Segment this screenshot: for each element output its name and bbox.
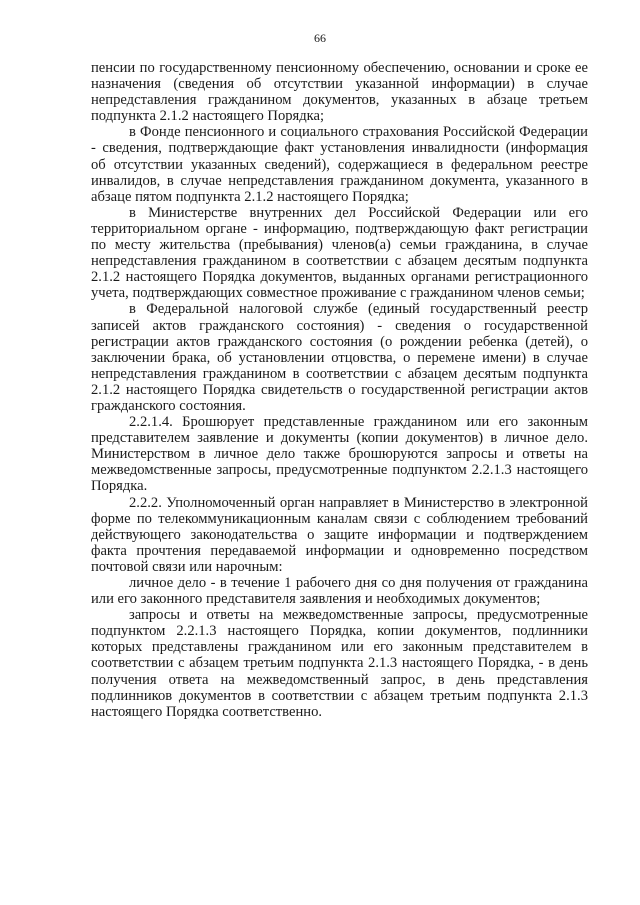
- paragraph-interior-ministry: в Министерстве внутренних дел Российской Федерации или его территориальном органе - информацию, подтверждающую факт регистрации по месту жительства (пребывания) членов(а) семьи гражданина, в случае непредставления гражданином в соответствии с абзацем десятым подпункта 2.1.2 настоящего Порядка документов, выданных органами регистрационного учета, подтверждающих совместное проживание с гражданином членов семьи;: [91, 204, 588, 302]
- paragraph-pension-info: пенсии по государственному пенсионному обеспечению, основании и сроке ее назначения (сведения об отсутствии указанной информации) в случае непредставления гражданином документов, указанных в абзаце третьем подпункта 2.1.2 настоящего Порядка;: [91, 60, 588, 125]
- document-body: [91, 60, 588, 720]
- paragraph-personal-file: личное дело - в течение 1 рабочего дня со дня получения от гражданина или его законного представителя заявления и необходимых документов;: [91, 575, 588, 608]
- paragraph-requests-responses: запросы и ответы на межведомственные запросы, предусмотренные подпунктом 2.2.1.3 настоящего Порядка, копии документов, подлинники которых представлены гражданином или его законным представителем в соответствии с абзацем третьим подпункта 2.1.3 настоящего Порядка, - в день получения ответа на межведомственный запрос, в день представления подлинников документов в соответствии с абзацем третьим подпункта 2.1.3 настоящего Порядка соответственно.: [91, 607, 588, 720]
- paragraph-2-2-2: 2.2.2. Уполномоченный орган направляет в Министерство в электронной форме по телекоммуникационным каналам связи с соблюдением требований действующего законодательства о защите информации и подтверждением факта прочтения передаваемой информации и одновременно посредством почтовой связи или нарочным:: [91, 494, 588, 575]
- page-number: 66: [314, 31, 326, 45]
- paragraph-2-2-1-4: 2.2.1.4. Брошюрует представленные гражданином или его законным представителем заявление и документы (копии документов) в личное дело. Министерством в личное дело также брошюруются запросы и ответы на межведомственные запросы, предусмотренные подпунктом 2.2.1.3 настоящего Порядка.: [91, 414, 588, 495]
- paragraph-pension-fund: в Фонде пенсионного и социального страхования Российской Федерации - сведения, подтверждающие факт установления инвалидности (информация об отсутствии указанных сведений), содержащиеся в федеральном реестре инвалидов, в случае непредставления гражданином документа, указанного в абзаце пятом подпункта 2.1.2 настоящего Порядка;: [91, 124, 588, 205]
- paragraph-tax-service: в Федеральной налоговой службе (единый государственный реестр записей актов гражданского состояния) - сведения о государственной регистрации актов гражданского состояния (о рождении ребенка (детей), о заключении брака, об установлении отцовства, о перемене имени) в случае непредставления гражданином в соответствии с абзацем десятым подпункта 2.1.2 настоящего Порядка свидетельств о государственной регистрации актов гражданского состояния.: [91, 301, 588, 414]
